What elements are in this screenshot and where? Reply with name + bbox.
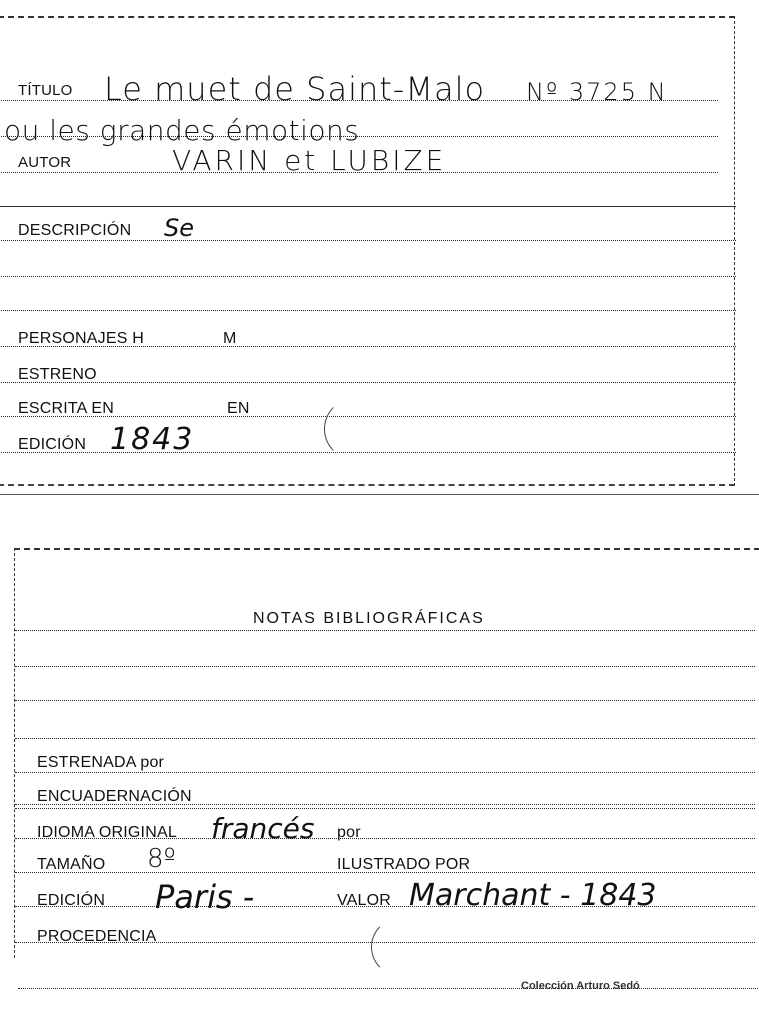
- autor-label: AUTOR: [18, 154, 72, 171]
- edicion-value: 1843: [110, 422, 195, 457]
- titulo-label: TÍTULO: [18, 82, 73, 99]
- valor-value: Marchant - 1843: [409, 878, 657, 913]
- rule-descripcion: [0, 240, 736, 241]
- rule-blank-2: [0, 310, 736, 311]
- stamp-mark: [324, 398, 386, 460]
- idioma-por-label: por: [337, 824, 361, 841]
- rule-estrenada-top: [15, 772, 755, 773]
- catalog-card-front: [0, 16, 735, 486]
- procedencia-label: PROCEDENCIA: [37, 928, 157, 945]
- notas-heading: NOTAS BIBLIOGRÁFICAS: [253, 610, 485, 627]
- stamp-mark-back: [371, 918, 429, 976]
- rule-encuadernacion: [15, 808, 755, 809]
- autor-value: VARIN et LUBIZE: [172, 144, 447, 177]
- rule-notas: [15, 630, 755, 631]
- bottom-rule: [18, 988, 758, 989]
- catalog-card-back: [14, 548, 759, 958]
- titulo-value: Le muet de Saint-Malo: [104, 70, 486, 108]
- edicion-back-value: Paris -: [155, 878, 255, 916]
- escrita-label: ESCRITA EN: [18, 400, 114, 417]
- idioma-value: francés: [211, 812, 315, 845]
- personajes-m-label: M: [223, 330, 237, 347]
- encuadernacion-label: ENCUADERNACIÓN: [37, 788, 192, 805]
- rule-notas-2: [15, 700, 755, 701]
- ilustrado-label: ILUSTRADO POR: [337, 856, 471, 873]
- card-separator: [0, 494, 759, 495]
- escrita-en-label: EN: [227, 400, 250, 417]
- rule-notas-1: [15, 666, 755, 667]
- titulo-continuation: ou les grandes émotions: [4, 114, 360, 147]
- valor-label: VALOR: [337, 892, 392, 909]
- estrenada-label: ESTRENADA por: [37, 754, 165, 771]
- tamano-label: TAMAÑO: [37, 856, 106, 873]
- descripcion-value: Se: [164, 214, 194, 242]
- rule-estreno: [0, 382, 736, 383]
- tamano-value: 8º: [147, 844, 176, 874]
- personajes-label: PERSONAJES H: [18, 330, 144, 347]
- descripcion-label: DESCRIPCIÓN: [18, 222, 132, 239]
- catalog-number: Nº 3725 N: [526, 78, 668, 106]
- edicion-label: EDICIÓN: [18, 436, 87, 453]
- estreno-label: ESTRENO: [18, 366, 97, 383]
- idioma-label: IDIOMA ORIGINAL: [37, 824, 177, 841]
- collection-credit: Colección Arturo Sedó: [521, 980, 640, 992]
- rule-autor-bottom: [0, 206, 736, 207]
- rule-blank-1: [0, 276, 736, 277]
- edicion-back-label: EDICIÓN: [37, 892, 106, 909]
- rule-notas-3: [15, 738, 755, 739]
